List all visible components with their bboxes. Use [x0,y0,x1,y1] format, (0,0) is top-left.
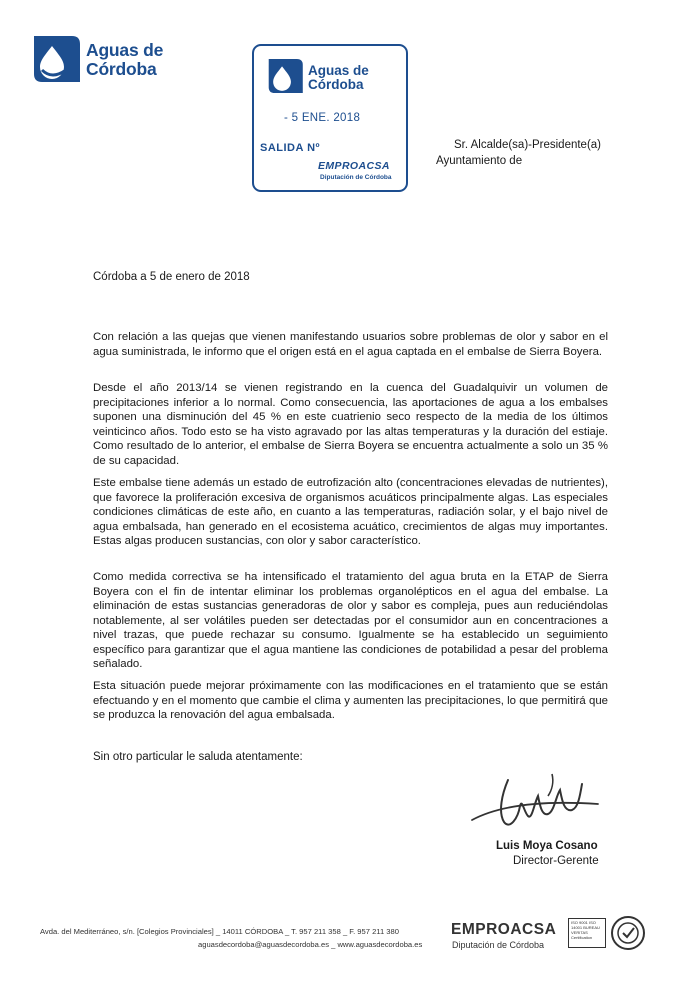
footer-company-logo: EMPROACSA [451,921,557,938]
certification-badge: ISO 9001 ISO 14001 BUREAU VERITAS Certification [568,918,606,948]
paragraph: Como medida correctiva se ha intensificado el tratamiento del agua bruta en la ETAP de Sierra Boyera con el fin de intentar eliminar los problemas organolépticos en el agua del embalse. La eliminación de estas sustancias generadoras de olor y sabor es compleja, pues aun reduciéndolas notablemente, al ser volátiles pueden ser detectadas por el consumidor aun en concentraciones a nivel trazas, que puede rechazar su consumo. Igualmente se ha establecido un seguimiento específico para garantizar que el agua mantiene las condiciones de potabilidad a pesar del problema señalado. [93,571,608,670]
registry-stamp [252,44,408,192]
recipient-block [436,137,601,169]
signer-title: Director-Gerente [513,855,599,867]
aguas-de-cordoba-logo [28,32,178,90]
recipient-line2: Ayuntamiento de [436,155,523,167]
stamp-brand-line1: Aguas de [308,63,369,78]
footer-company-sub: Diputación de Córdoba [452,940,545,950]
water-drop-logo-icon [264,56,306,96]
paragraph: Este embalse tiene además un estado de eutrofización alto (concentraciones elevadas de nutrientes), que favorece la proliferación excesiva de organismos acuáticos principalmente algas. Las especiales condiciones climáticas de este año, en cuanto a las temperaturas, radiación solar, y el bajo nivel de agua embalsada, han generado en el ecosistema acuático, crecimientos de algas muy importantes. Estas algas producen sustancias, con olor y sabor característico. [93,477,608,547]
stamp-company: EMPROACSA [318,160,390,172]
paragraph: Esta situación puede mejorar próximamente con las modificaciones en el tratamiento que se están efectuando y en el momento que cambie el clima y aumenten las precipitaciones, lo que permitirá que se produzca la renovación del agua embalsada. [93,680,608,721]
handwritten-signature [468,760,608,838]
water-drop-logo-icon [28,32,84,86]
stamp-date: - 5 ENE. 2018 [284,112,361,124]
certification-seal-icon [610,915,646,951]
footer-address: Avda. del Mediterráneo, s/n. [Colegios Provinciales] _ 14011 CÓRDOBA _ T. 957 211 358 _ F. 957 211 380 [40,927,399,936]
signer-name: Luis Moya Cosano [496,840,598,852]
stamp-salida-label: SALIDA Nº [260,142,321,154]
stamp-company-sub: Diputación de Córdoba [320,174,392,181]
letter-date: Córdoba a 5 de enero de 2018 [93,271,250,283]
letter-closing: Sin otro particular le saluda atentamente: [93,751,303,763]
footer-contact[interactable]: aguasdecordoba@aguasdecordoba.es _ www.aguasdecordoba.es [198,940,423,949]
paragraph: Desde el año 2013/14 se vienen registrando en la cuenca del Guadalquivir un volumen de precipitaciones inferior a lo normal. Como consecuencia, las aportaciones de agua a los embalses suponen una disminución del 45 % en este cuatrienio seco respecto de la media de los últimos veinticinco años. Todo esto se ha visto agravado por las altas temperaturas y la duración del estiaje. Como resultado de lo anterior, el embalse de Sierra Boyera se encuentra actualmente a solo un 35 % de su capacidad. [93,382,608,467]
paragraph: Con relación a las quejas que vienen manifestando usuarios sobre problemas de olor y sabor en el agua suministrada, le informo que el origen está en el agua captada en el embalse de Sierra Boyera. [93,331,608,358]
recipient-line1: Sr. Alcalde(sa)-Presidente(a) [454,139,602,151]
logo-line1: Aguas de [86,40,164,60]
logo-line2: Córdoba [86,59,157,79]
stamp-brand-line2: Córdoba [308,77,364,92]
